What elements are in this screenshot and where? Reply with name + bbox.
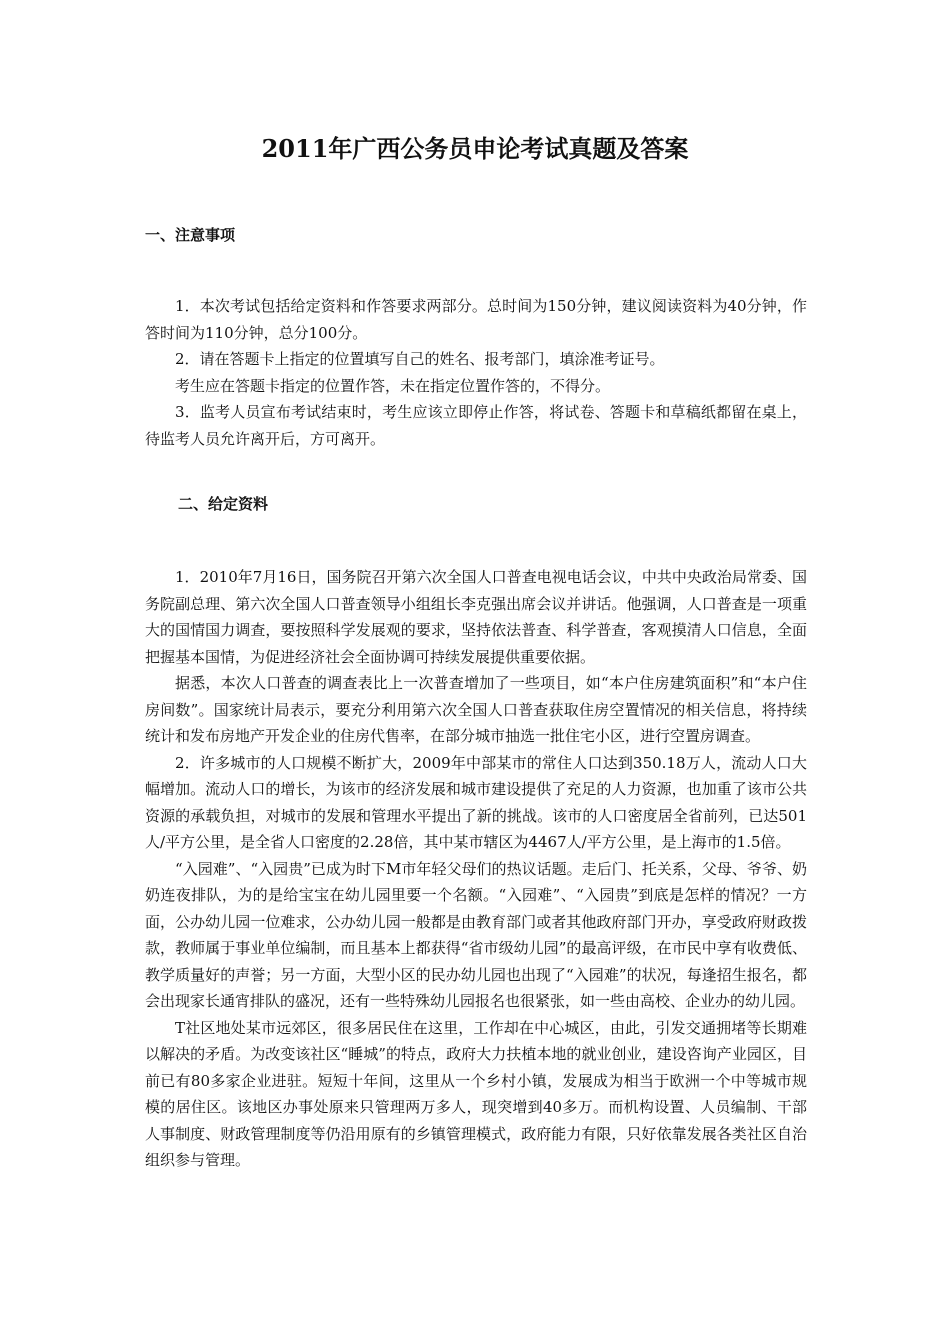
notes-section <box>145 293 807 452</box>
notes-paragraph: 考生应在答题卡指定的位置作答，未在指定位置作答的，不得分。 <box>175 376 611 395</box>
material-paragraph: 2．许多城市的人口规模不断扩大，2009年中部某市的常住人口达到350.18万人，流动人口大幅增加。流动人口的增长，为该市的经济发展和城市建设提供了充足的人力资源，也加重了该市公共资源的承载负担，对城市的发展和管理水平提出了新的挑战。该市的人口密度居全省前列，已达501人/平方公里，是全省人口密度的2.28倍，其中某市辖区为4467人/平方公里，是上海市的1.5倍。 <box>145 753 807 851</box>
material-paragraph: 据悉，本次人口普查的调查表比上一次普查增加了一些项目，如“本户住房建筑面积”和“本户住房间数”。国家统计局表示，要充分利用第六次全国人口普查获取住房空置情况的相关信息，将持续统计和发布房地产开发企业的住房代售率，在部分城市抽选一批住宅小区，进行空置房调查。 <box>145 674 807 745</box>
document-title: 2011年广西公务员申论考试真题及答案 <box>261 134 689 163</box>
notes-paragraph: 1．本次考试包括给定资料和作答要求两部分。总时间为150分钟，建议阅读资料为40分钟，作答时间为110分钟，总分100分。 <box>145 297 807 342</box>
material-paragraph: 1．2010年7月16日，国务院召开第六次全国人口普查电视电话会议，中共中央政治局常委、国务院副总理、第六次全国人口普查领导小组组长李克强出席会议并讲话。他强调，人口普查是一项重大的国情国力调查，要按照科学发展观的要求，坚持依法普查、科学普查，客观摸清人口信息，全面把握基本国情，为促进经济社会全面协调可持续发展提供重要依据。 <box>145 568 807 666</box>
notes-paragraph: 3．监考人员宣布考试结束时，考生应该立即停止作答，将试卷、答题卡和草稿纸都留在桌上，待监考人员允许离开后，方可离开。 <box>145 403 807 448</box>
material-paragraph: “入园难”、“入园贵”已成为时下M市年轻父母们的热议话题。走后门、托关系，父母、爷爷、奶奶连夜排队，为的是给宝宝在幼儿园里要一个名额。“入园难”、“入园贵”到底是怎样的情况？一方面，公办幼儿园一位难求，公办幼儿园一般都是由教育部门或者其他政府部门开办，享受政府财政拨款，教师属于事业单位编制，而且基本上都获得“省市级幼儿园”的最高评级，在市民中享有收费低、教学质量好的声誉；另一方面，大型小区的民办幼儿园也出现了“入园难”的状况，每逢招生报名，都会出现家长通宵排队的盛况，还有一些特殊幼儿园报名也很紧张，如一些由高校、企业办的幼儿园。 <box>145 859 807 1010</box>
materials-section <box>145 564 807 1174</box>
section-heading-materials: 二、给定资料 <box>178 495 269 513</box>
notes-paragraph: 2．请在答题卡上指定的位置填写自己的姓名、报考部门，填涂准考证号。 <box>175 350 665 368</box>
material-paragraph: T社区地处某市远郊区，很多居民住在这里，工作却在中心城区，由此，引发交通拥堵等长期难以解决的矛盾。为改变该社区“睡城”的特点，政府大力扶植本地的就业创业，建设咨询产业园区，目前已有80多家企业进驻。短短十年间，这里从一个乡村小镇，发展成为相当于欧洲一个中等城市规模的居住区。该地区办事处原来只管理两万多人，现突增到40多万。而机构设置、人员编制、干部人事制度、财政管理制度等仍沿用原有的乡镇管理模式，政府能力有限，只好依靠发展各类社区自治组织参与管理。 <box>145 1018 807 1169</box>
section-heading-notes: 一、注意事项 <box>145 226 236 244</box>
